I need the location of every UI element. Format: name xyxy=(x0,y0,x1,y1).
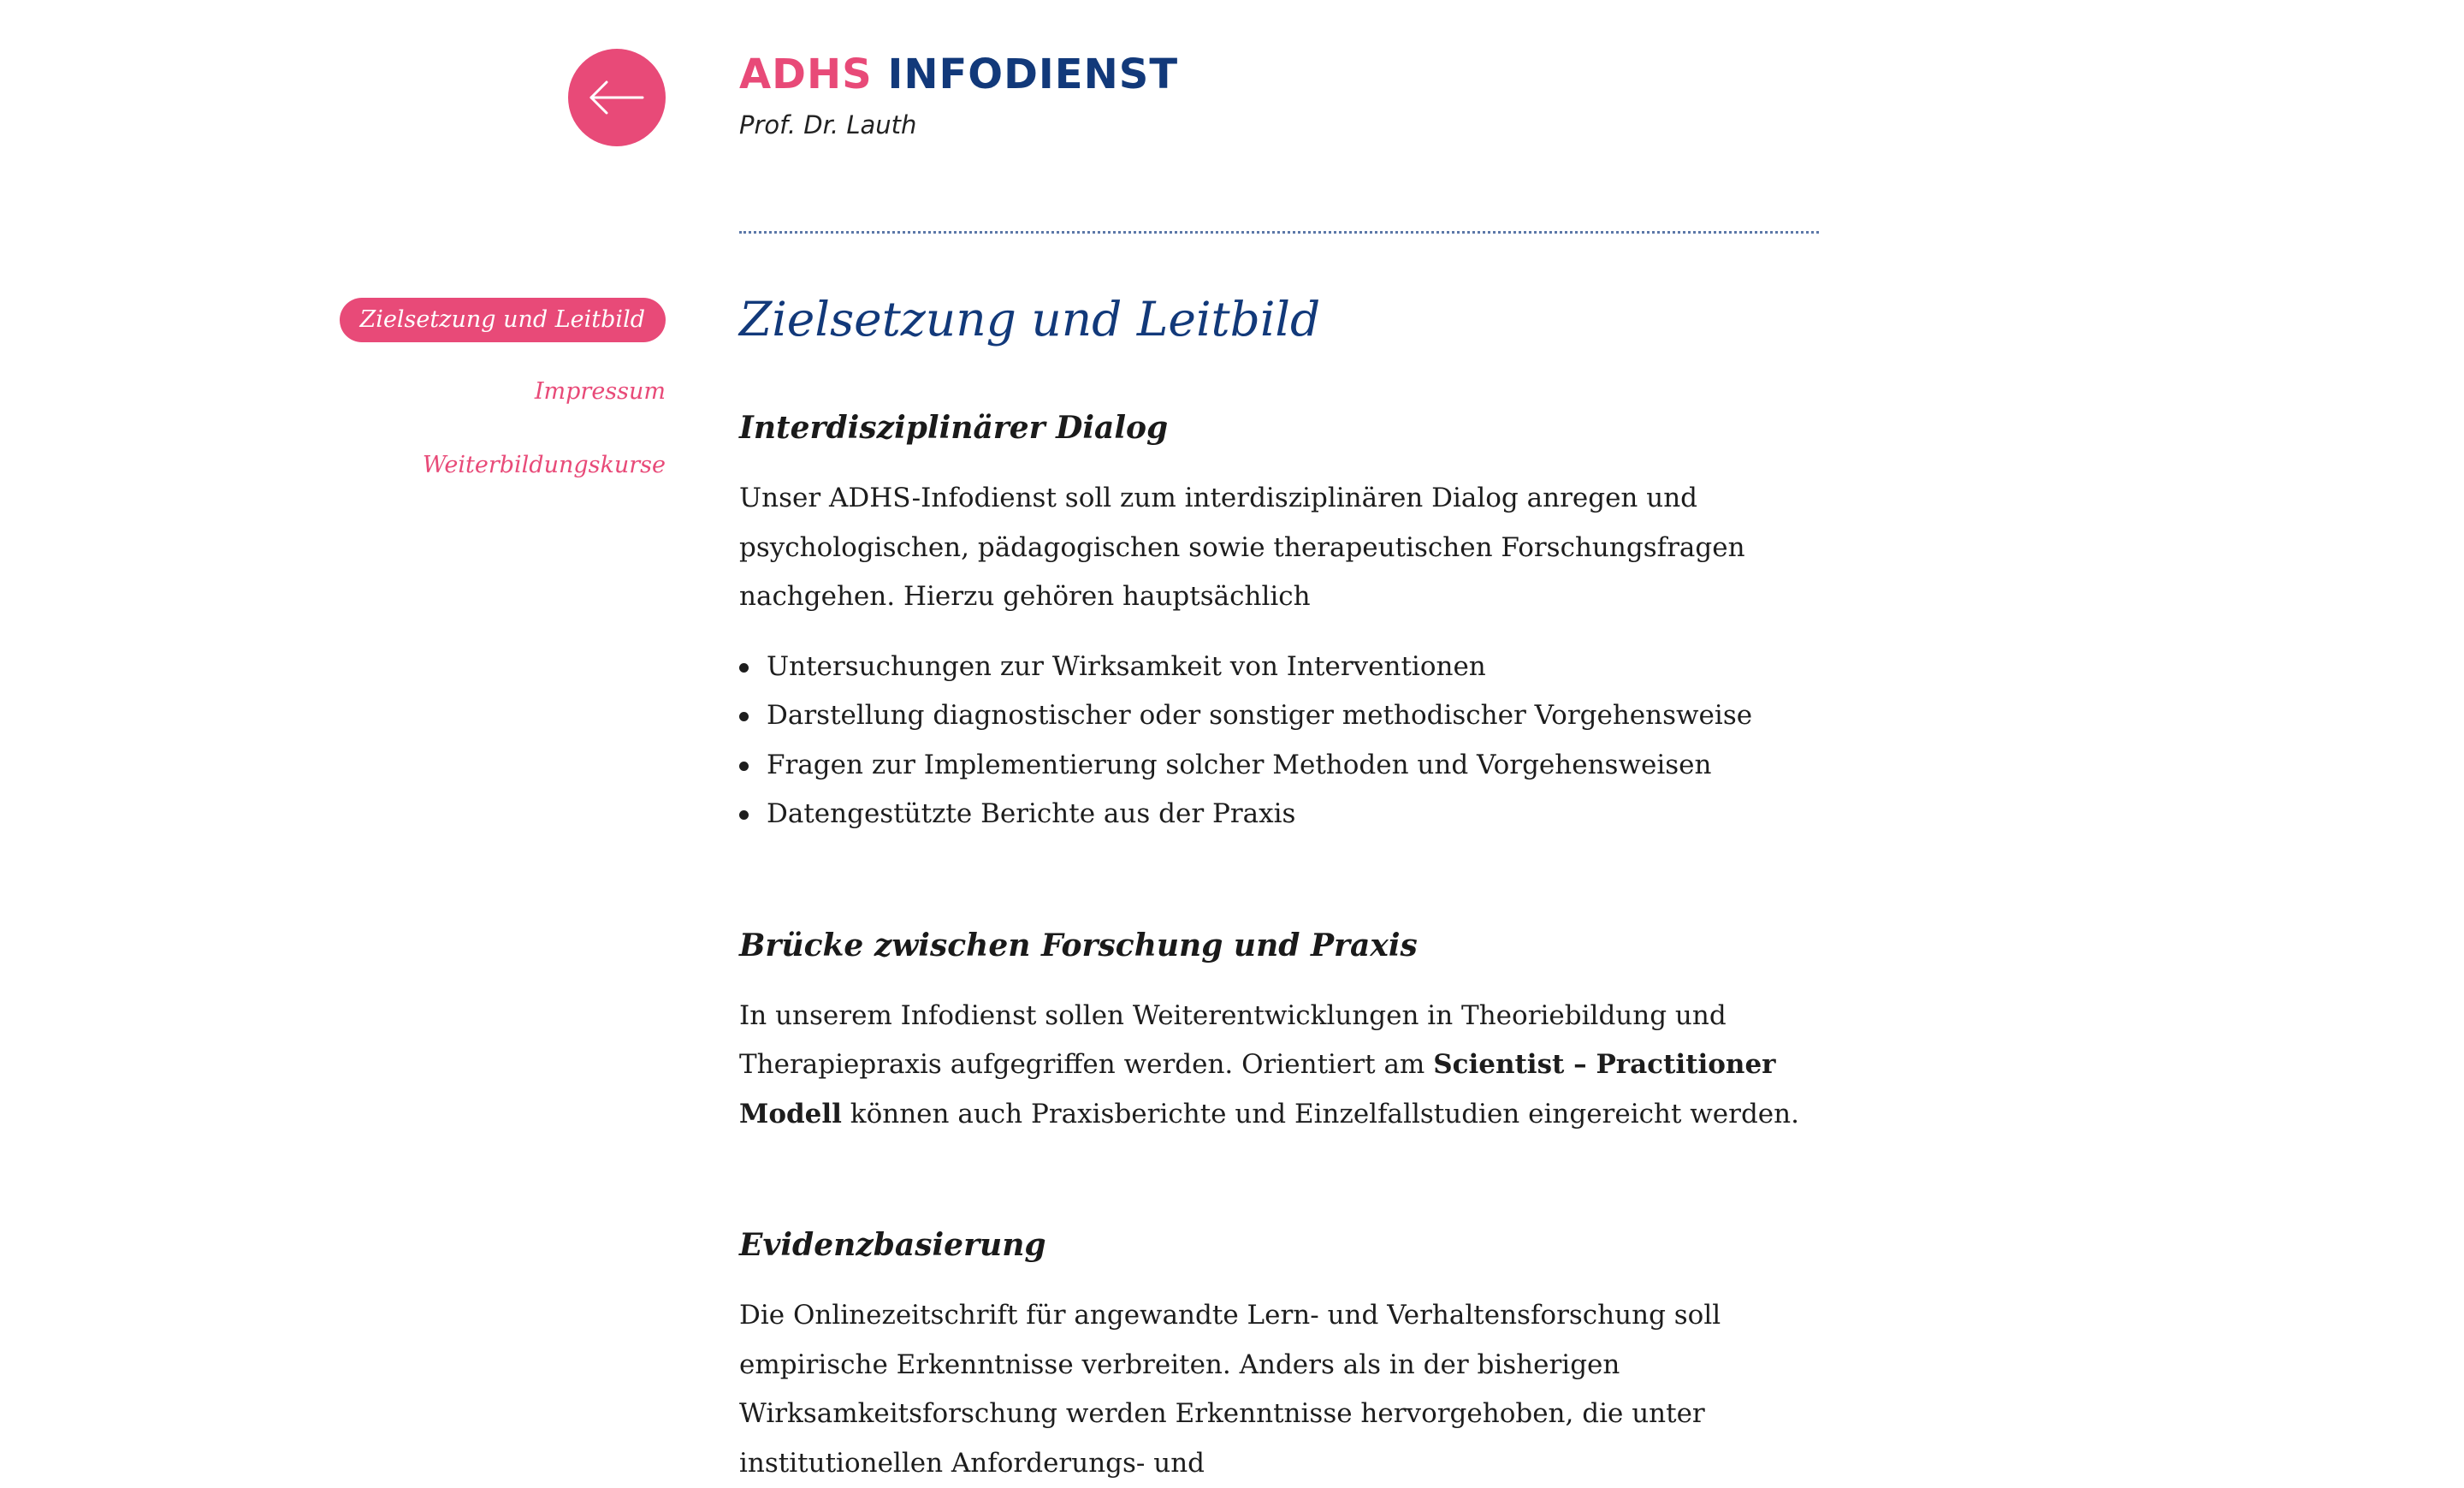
sidebar-nav xyxy=(340,298,666,519)
paragraph-emphasis: Scientist – Practitioner Modell xyxy=(739,1049,1776,1129)
section-evidenz xyxy=(739,1221,1819,1488)
list-item: Datengestützte Berichte aus der Praxis xyxy=(739,790,1819,839)
site-subtitle: Prof. Dr. Lauth xyxy=(739,110,917,140)
page-title: Zielsetzung und Leitbild xyxy=(739,292,1321,347)
sidebar-item-zielsetzung[interactable]: Zielsetzung und Leitbild xyxy=(340,298,666,342)
section-heading: Brücke zwischen Forschung und Praxis xyxy=(739,927,1418,963)
brand-adhs: ADHS xyxy=(739,50,873,98)
section-heading: Evidenzbasierung xyxy=(739,1227,1046,1263)
paragraph-text: können auch Praxisberichte und Einzelfallstudien eingereicht werden. xyxy=(841,1098,1799,1129)
section-dialog xyxy=(739,404,1819,839)
list-item: Darstellung diagnostischer oder sonstiger methodischer Vorgehensweise xyxy=(739,691,1819,741)
back-button[interactable] xyxy=(568,49,666,146)
bullet-list xyxy=(739,643,1819,839)
site-title[interactable] xyxy=(739,51,1178,98)
sidebar-item-weiterbildungskurse[interactable]: Weiterbildungskurse xyxy=(422,452,666,478)
section-heading: Interdisziplinärer Dialog xyxy=(739,410,1169,446)
list-item: Fragen zur Implementierung solcher Methoden und Vorgehensweisen xyxy=(739,741,1819,791)
section-bruecke xyxy=(739,922,1819,1140)
section-paragraph: Unser ADHS-Infodienst soll zum interdisziplinären Dialog anregen und psychologischen, pädagogischen sowie therapeutischen Forschungsfragen nachgehen. Hierzu gehören hauptsächlich xyxy=(739,483,1745,612)
section-paragraph xyxy=(739,992,1819,1140)
header-divider xyxy=(739,231,1819,234)
list-item: Untersuchungen zur Wirksamkeit von Interventionen xyxy=(739,643,1819,692)
brand-infodienst: INFODIENST xyxy=(887,50,1179,98)
site-brand xyxy=(739,51,1178,139)
arrow-left-icon xyxy=(589,80,644,115)
sidebar-item-impressum[interactable]: Impressum xyxy=(534,378,666,405)
main-content xyxy=(739,282,1819,1488)
paragraph-text: In unserem Infodienst sollen Weiterentwicklungen in Theoriebildung und Therapiepraxis aufgegriffen werden. Orientiert am xyxy=(739,999,1727,1080)
section-paragraph: Die Onlinezeitschrift für angewandte Lern- und Verhaltensforschung soll empirische Erkenntnisse verbreiten. Anders als in der bisherigen Wirksamkeitsforschung werden Erkenntnisse hervorgehoben, die unter institutionellen Anforderungs- und xyxy=(739,1300,1721,1479)
